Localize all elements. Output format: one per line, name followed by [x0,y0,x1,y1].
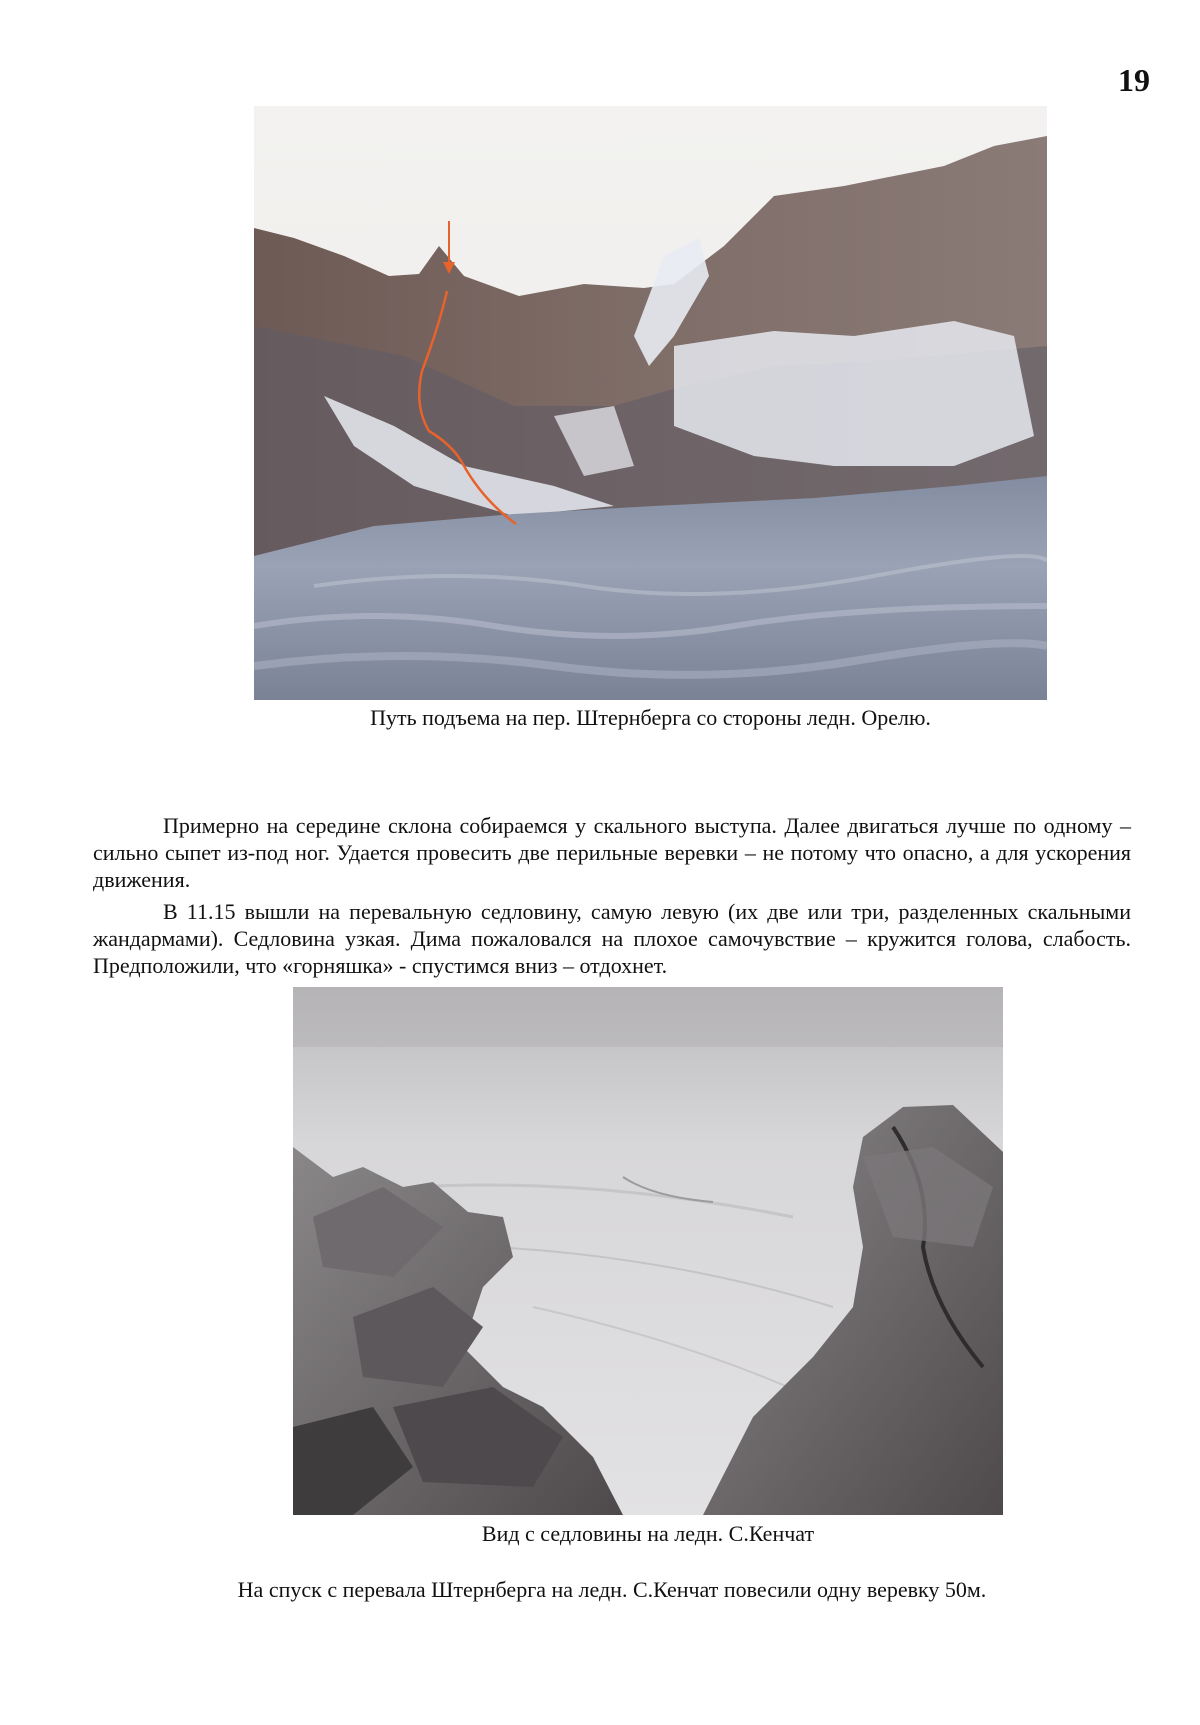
paragraph: В 11.15 вышли на перевальную седловину, самую левую (их две или три, разделенных скальными жандармами). Седловина узкая. Дима пожаловался на плохое самочувствие – кружится голова, слабость. Предположили, что «горняшка» - спустимся вниз – отдохнет. [93,899,1131,978]
figure-caption: Вид с седловины на ледн. С.Кенчат [481,1521,815,1546]
closing-line: На спуск с перевала Штернберга на ледн. С.Кенчат повесили одну веревку 50м. [237,1577,987,1602]
photo-pass-route [254,106,1047,700]
photo-saddle-view [293,987,1003,1515]
page-number: 19 [1118,62,1150,98]
figure-caption: Путь подъема на пер. Штернберга со стороны ледн. Орелю. [370,705,931,730]
paragraph: Примерно на середине склона собираемся у скального выступа. Далее двигаться лучше по одному – сильно сыпет из-под ног. Удается провесить две перильные веревки – не потому что опасно, а для ускорения движения. [93,813,1131,892]
